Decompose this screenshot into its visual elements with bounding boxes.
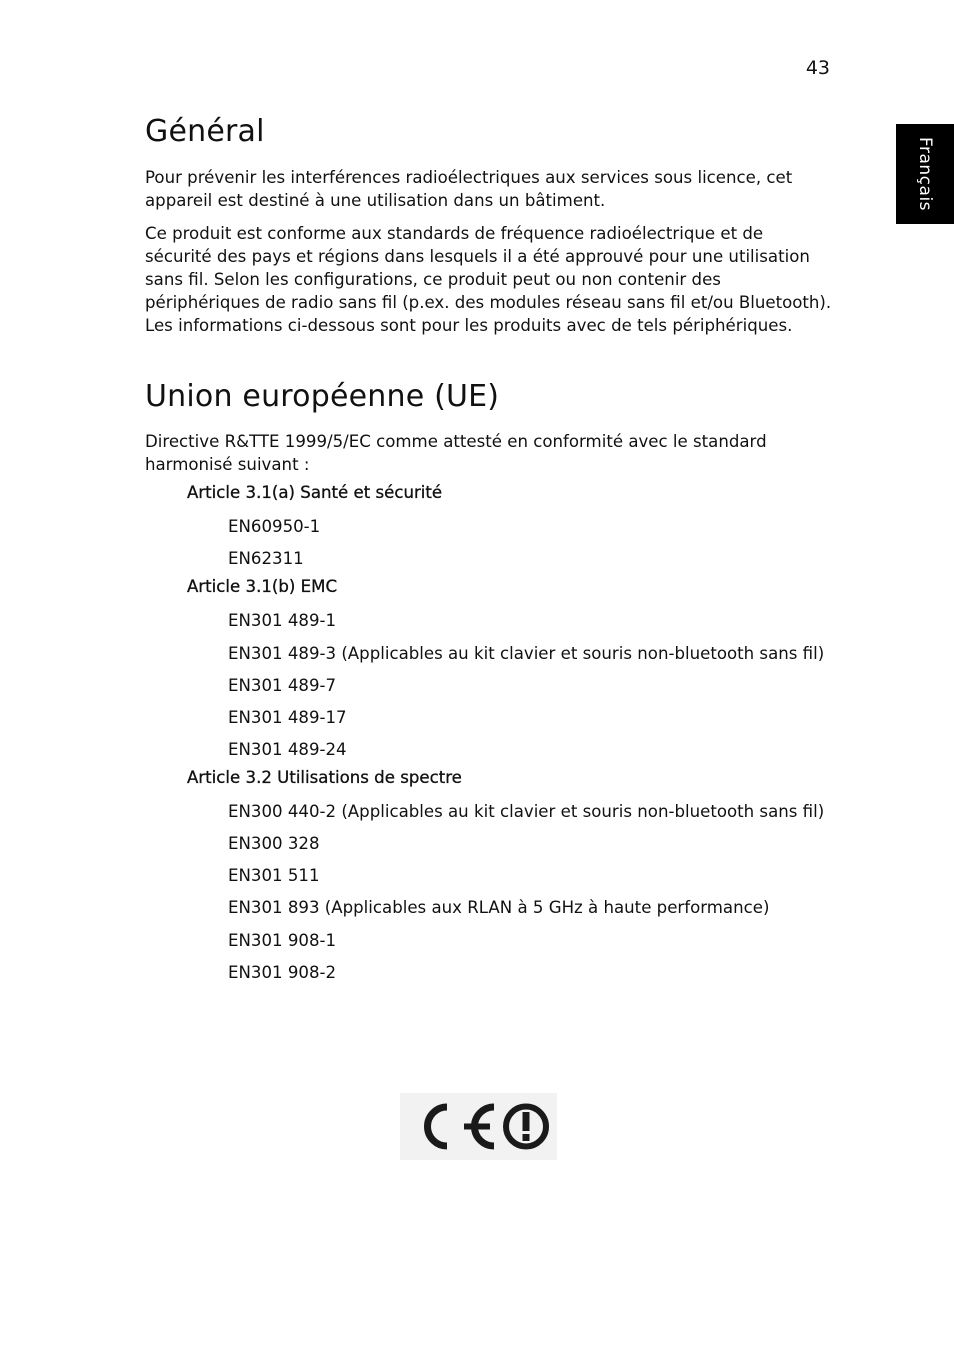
general-paragraph-1: Pour prévenir les interférences radioélectriques aux services sous licence, cet appareil est destiné à une utilisation dans un bâtiment. [145,168,793,210]
article-title: Article 3.2 Utilisations de spectre [187,768,462,787]
standard-item: EN301 489-1 [228,611,337,630]
standard-item: EN301 908-1 [228,931,337,950]
article-title: Article 3.1(b) EMC [187,577,338,596]
standard-item: EN301 489-3 (Applicables au kit clavier et souris non-bluetooth sans fil) [228,644,825,663]
page-number: 43 [805,57,830,79]
standard-item: EN301 489-24 [228,740,347,759]
standard-item: EN301 489-17 [228,708,347,727]
standard-item: EN300 440-2 (Applicables au kit clavier et souris non-bluetooth sans fil) [228,802,825,821]
section-title-eu: Union européenne (UE) [145,379,500,414]
section-title-general: Général [145,114,265,149]
page-content [145,110,835,984]
article-title: Article 3.1(a) Santé et sécurité [187,483,443,502]
eu-intro: Directive R&TTE 1999/5/EC comme attesté en conformité avec le standard harmonisé suivant : [145,432,767,474]
general-paragraph-2: Ce produit est conforme aux standards de fréquence radioélectrique et de sécurité des pays et régions dans lesquels il a été approuvé pour une utilisation sans fil. Selon les configurations, ce produit peut ou non contenir des périphériques de radio sans fil (p.ex. des modules réseau sans fil et/ou Bluetooth). Les informations ci-dessous sont pour les produits avec de tels périphériques. [145,224,832,335]
standard-item: EN301 489-7 [228,676,337,695]
language-tab [896,124,954,224]
standard-item: EN300 328 [228,834,320,853]
ce-alert-mark-icon [400,1093,557,1160]
standard-item: EN301 908-2 [228,963,337,982]
standard-item: EN301 893 (Applicables aux RLAN à 5 GHz à haute performance) [228,898,770,917]
standard-item: EN62311 [228,549,304,568]
language-tab-label: Français [915,136,935,212]
standard-item: EN60950-1 [228,517,321,536]
standard-item: EN301 511 [228,866,320,885]
